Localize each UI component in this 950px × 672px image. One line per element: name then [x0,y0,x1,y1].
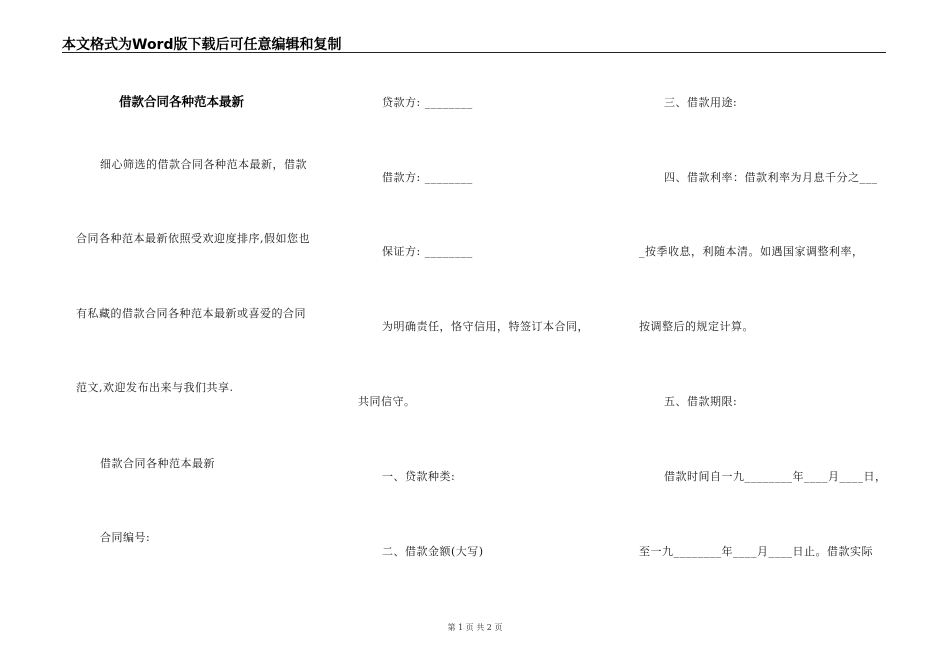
col3-line-2: 四、借款利率：借款利率为月息千分之___ [664,171,878,184]
col2-line-2: 借款方: ________ [382,171,473,184]
col2-line-7: 二、借款金额(大写) [382,545,484,558]
col1-line-5: 借款合同各种范本最新 [100,457,215,470]
col3-line-1: 三、借款用途: [664,96,738,109]
col1-line-4: 范文,欢迎发布出来与我们共享. [76,381,234,394]
document-header-title: 本文格式为Word版下载后可任意编辑和复制 [62,37,342,53]
col1-line-3: 有私藏的借款合同各种范本最新或喜爱的合同 [76,307,306,320]
col2-line-4: 为明确责任，恪守信用，特签订本合同， [382,320,589,333]
col1-line-1: 细心筛选的借款合同各种范本最新，借款 [100,158,307,171]
col3-line-3: _按季收息，利随本清。如遇国家调整利率， [639,245,864,258]
col2-line-6: 一、贷款种类: [382,470,456,483]
col2-line-5: 共同信守。 [358,395,416,408]
col3-line-5: 五、借款期限: [664,395,738,408]
header-divider [62,52,886,53]
col3-line-6: 借款时间自一九________年____月____日， [664,470,887,483]
page-number: 第 1 页 共 2 页 [447,623,503,632]
col2-line-1: 贷款方: ________ [382,96,473,109]
col3-line-7: 至一九________年____月____日止。借款实际 [639,545,873,558]
col2-line-3: 保证方: ________ [382,245,473,258]
col1-line-2: 合同各种范本最新依照受欢迎度排序,假如您也 [76,232,310,245]
document-title: 借款合同各种范本最新 [119,94,245,109]
col3-line-4: 按调整后的规定计算。 [639,320,754,333]
col1-line-6: 合同编号: [100,531,151,544]
